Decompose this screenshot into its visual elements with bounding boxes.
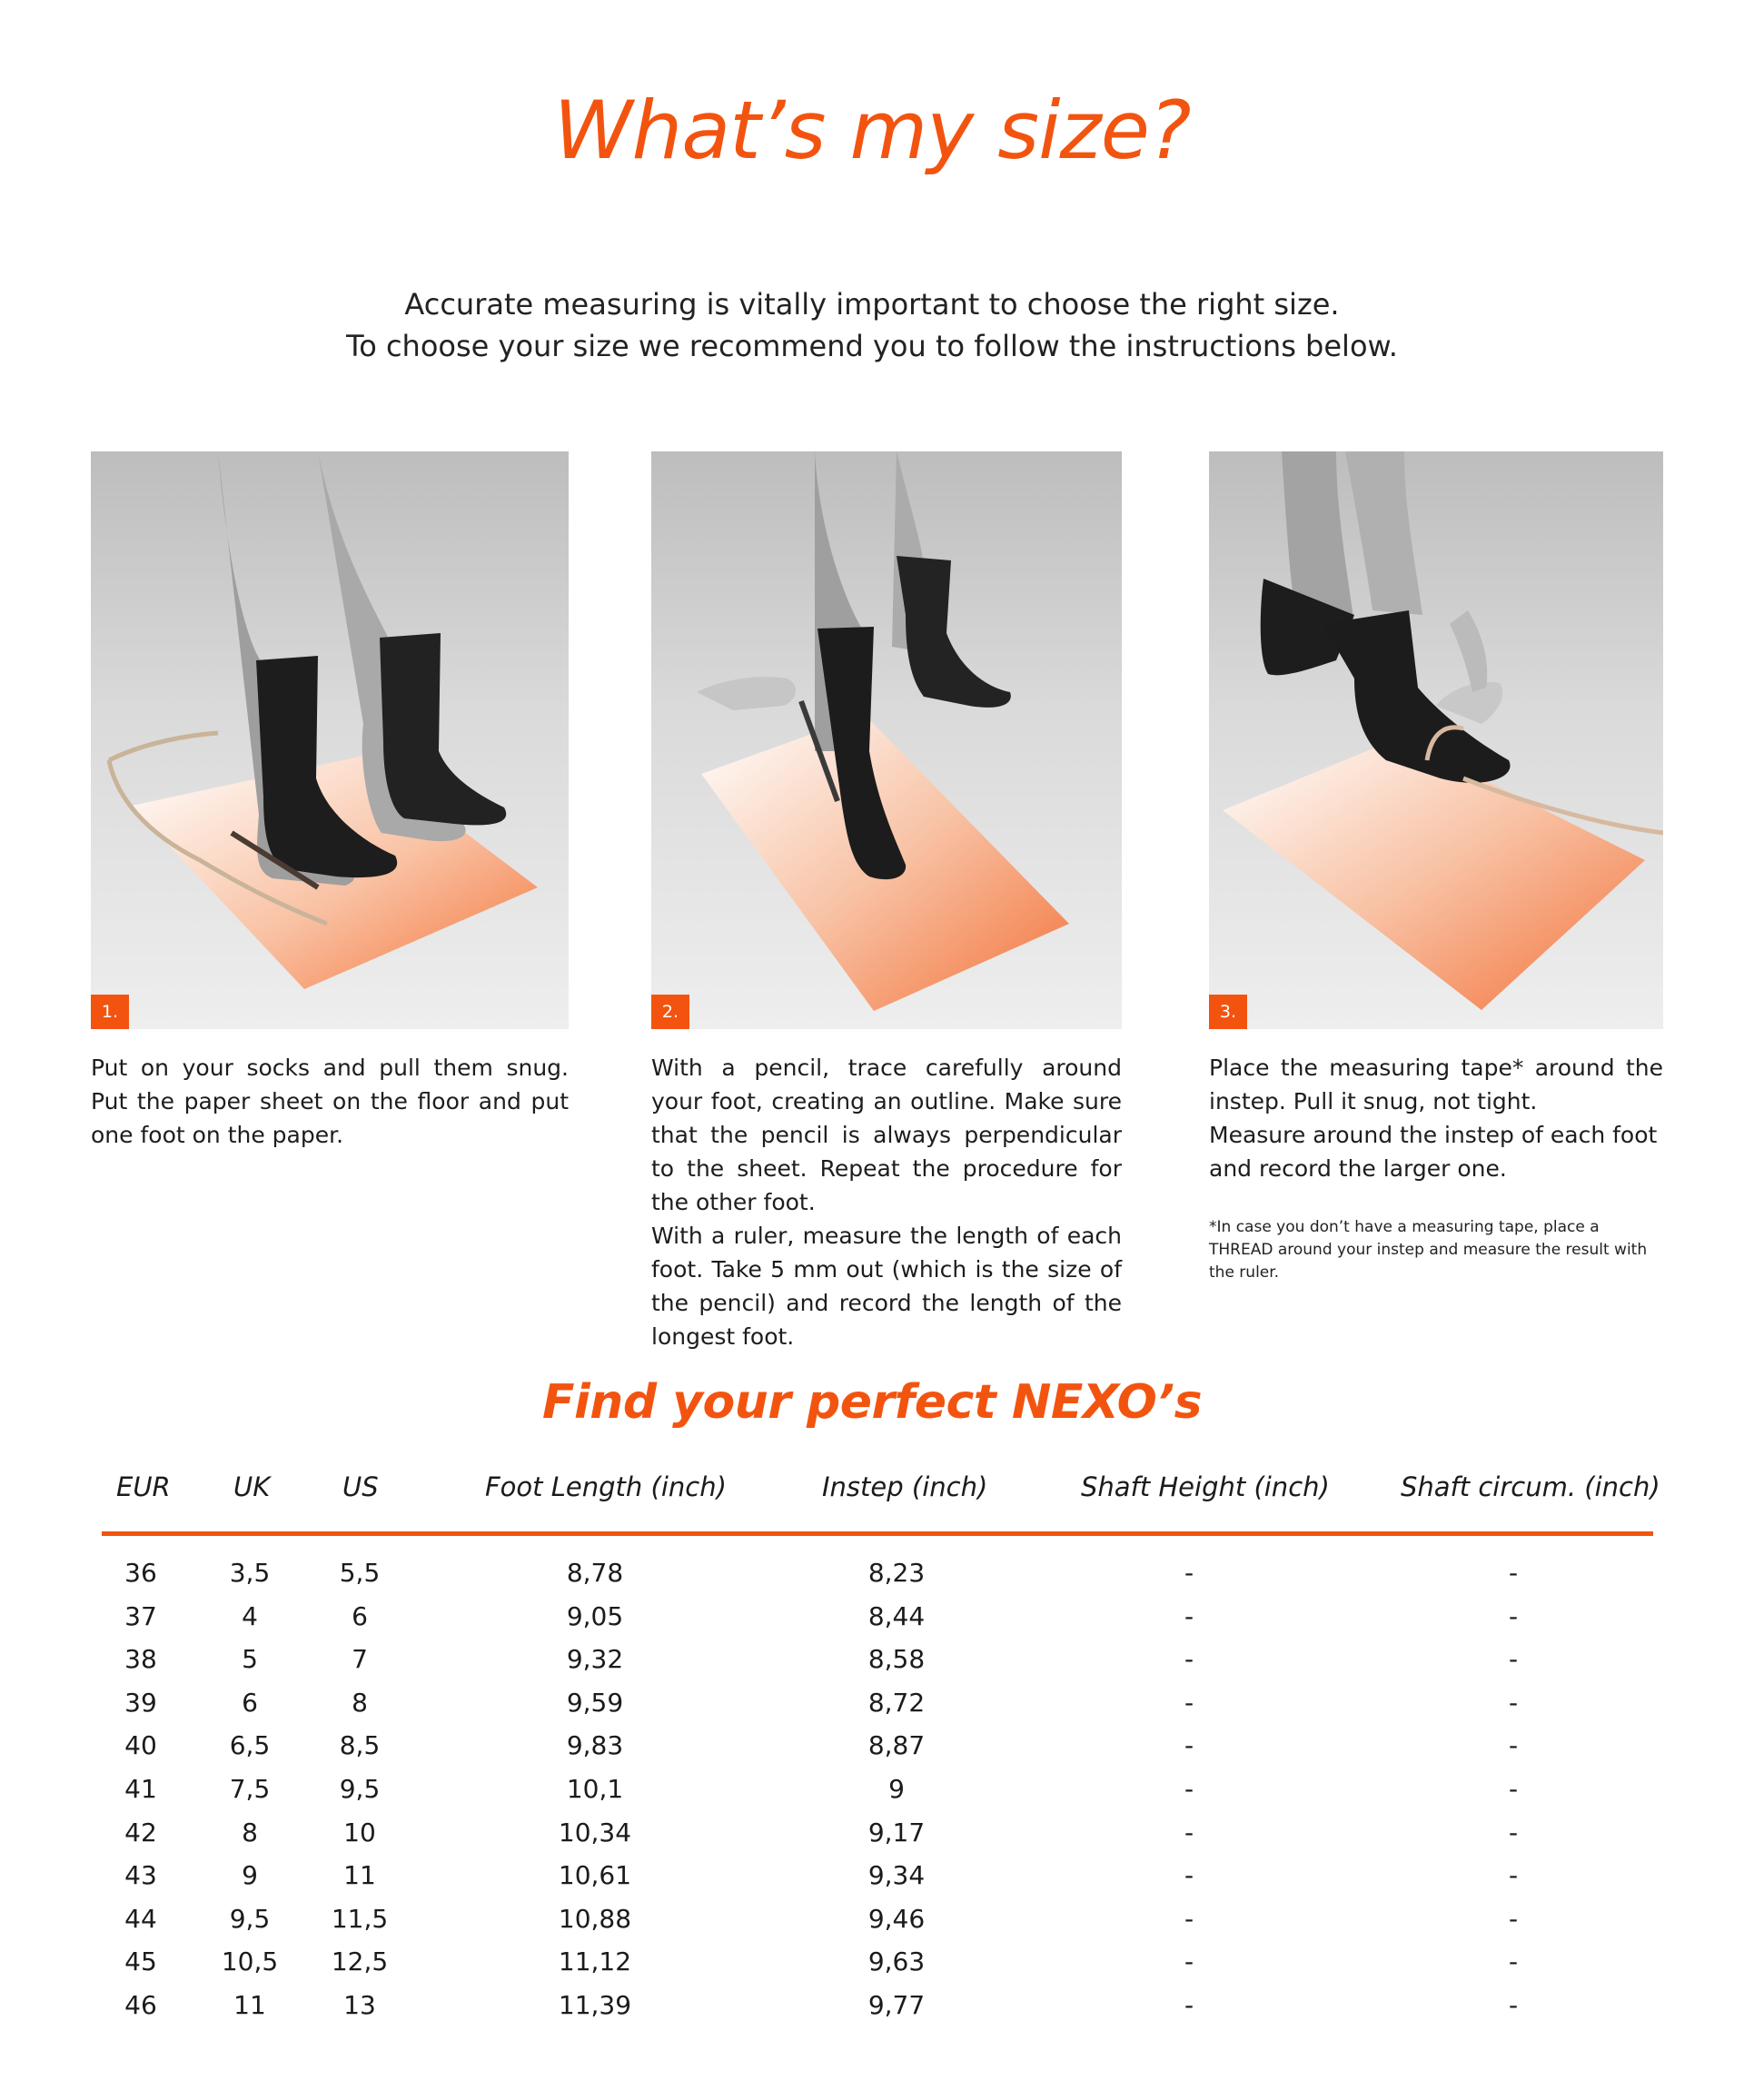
cell-shaft-height: - <box>1184 1730 1194 1761</box>
cell-shaft-circum: - <box>1508 1558 1519 1588</box>
cell-shaft-circum: - <box>1508 1946 1519 1977</box>
cell-foot-length: 10,1 <box>566 1774 624 1804</box>
intro-line-2: To choose your size we recommend you to follow the instructions below. <box>346 329 1398 363</box>
step-3-description <box>1209 1051 1663 1185</box>
cell-foot-length: 9,32 <box>566 1644 624 1675</box>
header-foot-length: Foot Length (inch) <box>485 1471 727 1502</box>
cell-instep: 9 <box>888 1774 905 1804</box>
step-2-number: 2. <box>651 995 689 1029</box>
cell-shaft-height: - <box>1184 1687 1194 1718</box>
cell-foot-length: 11,12 <box>558 1946 632 1977</box>
table-row <box>102 1818 1653 1860</box>
cell-foot-length: 10,61 <box>558 1860 632 1891</box>
cell-us: 9,5 <box>339 1774 381 1804</box>
header-shaft-height: Shaft Height (inch) <box>1081 1471 1330 1502</box>
intro-line-1: Accurate measuring is vitally important to choose the right size. <box>404 287 1340 322</box>
cell-us: 12,5 <box>331 1946 389 1977</box>
cell-uk: 7,5 <box>229 1774 271 1804</box>
size-table-title: Find your perfect NEXO’s <box>541 1375 1203 1430</box>
cell-shaft-height: - <box>1184 1774 1194 1804</box>
step-1-photo <box>91 451 569 1029</box>
cell-instep: 9,46 <box>867 1903 926 1934</box>
step-1-illustration <box>91 451 569 1029</box>
cell-shaft-circum: - <box>1508 1730 1519 1761</box>
cell-foot-length: 10,88 <box>558 1903 632 1934</box>
step-2-photo <box>651 451 1122 1029</box>
table-row <box>102 1904 1653 1946</box>
table-row <box>102 1644 1653 1687</box>
cell-instep: 8,58 <box>867 1644 926 1675</box>
header-instep: Instep (inch) <box>822 1471 988 1502</box>
cell-eur: 45 <box>124 1946 157 1977</box>
cell-uk: 8 <box>242 1817 258 1847</box>
cell-eur: 40 <box>124 1730 157 1761</box>
step-1-text: Put on your socks and pull them snug. Put the paper sheet on the floor and put one foot on the paper. <box>91 1055 569 1148</box>
cell-uk: 11 <box>233 1990 266 2020</box>
table-row <box>102 1946 1653 1989</box>
step-3-text-b: Measure around the instep of each foot and record the larger one. <box>1209 1122 1658 1182</box>
table-row <box>102 1601 1653 1644</box>
step-1-description <box>91 1051 569 1152</box>
cell-foot-length: 9,59 <box>566 1687 624 1718</box>
cell-shaft-height: - <box>1184 1600 1194 1631</box>
cell-foot-length: 10,34 <box>558 1817 632 1847</box>
step-3-number: 3. <box>1209 995 1247 1029</box>
cell-instep: 8,72 <box>867 1687 926 1718</box>
cell-uk: 6 <box>242 1687 258 1718</box>
cell-eur: 38 <box>124 1644 157 1675</box>
cell-eur: 44 <box>124 1903 157 1934</box>
cell-shaft-circum: - <box>1508 1774 1519 1804</box>
step-1-number: 1. <box>91 995 129 1029</box>
cell-eur: 46 <box>124 1990 157 2020</box>
cell-shaft-circum: - <box>1508 1817 1519 1847</box>
step-2-description <box>651 1051 1122 1353</box>
cell-instep: 9,63 <box>867 1946 926 1977</box>
cell-instep: 8,44 <box>867 1600 926 1631</box>
cell-instep: 9,34 <box>867 1860 926 1891</box>
cell-uk: 9,5 <box>229 1903 271 1934</box>
cell-shaft-height: - <box>1184 1946 1194 1977</box>
step-3-photo <box>1209 451 1663 1029</box>
cell-shaft-height: - <box>1184 1817 1194 1847</box>
header-us: US <box>342 1471 379 1502</box>
cell-us: 11 <box>343 1860 376 1891</box>
cell-us: 5,5 <box>339 1558 381 1588</box>
table-row <box>102 1688 1653 1730</box>
measuring-footnote: *In case you don’t have a measuring tape, place a THREAD around your instep and measure the result with the ruler. <box>1209 1218 1648 1282</box>
cell-us: 13 <box>343 1990 376 2020</box>
step-2-text-b: With a ruler, measure the length of each foot. Take 5 mm out (which is the size of the pencil) and record the length of the longest foot. <box>651 1223 1122 1350</box>
cell-foot-length: 11,39 <box>558 1990 632 2020</box>
cell-uk: 9 <box>242 1860 258 1891</box>
cell-instep: 9,17 <box>867 1817 926 1847</box>
header-divider <box>102 1531 1653 1536</box>
cell-shaft-circum: - <box>1508 1860 1519 1891</box>
cell-shaft-circum: - <box>1508 1990 1519 2020</box>
cell-uk: 10,5 <box>221 1946 279 1977</box>
cell-shaft-circum: - <box>1508 1600 1519 1631</box>
step-3-illustration <box>1209 451 1663 1029</box>
step-2-text-a: With a pencil, trace carefully around your foot, creating an outline. Make sure that the pencil is always perpendicular to the sheet. Repeat the procedure for the other foot. <box>651 1055 1122 1215</box>
cell-us: 7 <box>352 1644 368 1675</box>
table-row <box>102 1860 1653 1903</box>
table-row <box>102 1990 1653 2033</box>
cell-shaft-circum: - <box>1508 1644 1519 1675</box>
cell-eur: 39 <box>124 1687 157 1718</box>
cell-uk: 6,5 <box>229 1730 271 1761</box>
header-shaft-circum: Shaft circum. (inch) <box>1401 1471 1660 1502</box>
cell-us: 11,5 <box>331 1903 389 1934</box>
header-uk: UK <box>233 1471 271 1502</box>
step-2-illustration <box>651 451 1122 1029</box>
cell-instep: 8,23 <box>867 1558 926 1588</box>
cell-shaft-height: - <box>1184 1903 1194 1934</box>
cell-eur: 43 <box>124 1860 157 1891</box>
cell-instep: 9,77 <box>867 1990 926 2020</box>
cell-us: 6 <box>352 1600 368 1631</box>
step-3-text-a: Place the measuring tape* around the instep. Pull it snug, not tight. <box>1209 1055 1663 1114</box>
cell-uk: 3,5 <box>229 1558 271 1588</box>
cell-uk: 4 <box>242 1600 258 1631</box>
cell-foot-length: 9,83 <box>566 1730 624 1761</box>
cell-foot-length: 9,05 <box>566 1600 624 1631</box>
cell-eur: 42 <box>124 1817 157 1847</box>
cell-shaft-height: - <box>1184 1990 1194 2020</box>
cell-shaft-height: - <box>1184 1558 1194 1588</box>
table-row <box>102 1730 1653 1773</box>
table-row <box>102 1558 1653 1600</box>
cell-eur: 37 <box>124 1600 157 1631</box>
cell-us: 8 <box>352 1687 368 1718</box>
cell-eur: 41 <box>124 1774 157 1804</box>
cell-us: 8,5 <box>339 1730 381 1761</box>
cell-us: 10 <box>343 1817 376 1847</box>
cell-shaft-height: - <box>1184 1860 1194 1891</box>
table-row <box>102 1774 1653 1817</box>
cell-shaft-circum: - <box>1508 1687 1519 1718</box>
cell-uk: 5 <box>242 1644 258 1675</box>
cell-foot-length: 8,78 <box>566 1558 624 1588</box>
intro-text <box>0 283 1744 367</box>
cell-shaft-circum: - <box>1508 1903 1519 1934</box>
page-title: What’s my size? <box>553 84 1191 177</box>
cell-instep: 8,87 <box>867 1730 926 1761</box>
cell-shaft-height: - <box>1184 1644 1194 1675</box>
header-eur: EUR <box>116 1471 171 1502</box>
cell-eur: 36 <box>124 1558 157 1588</box>
